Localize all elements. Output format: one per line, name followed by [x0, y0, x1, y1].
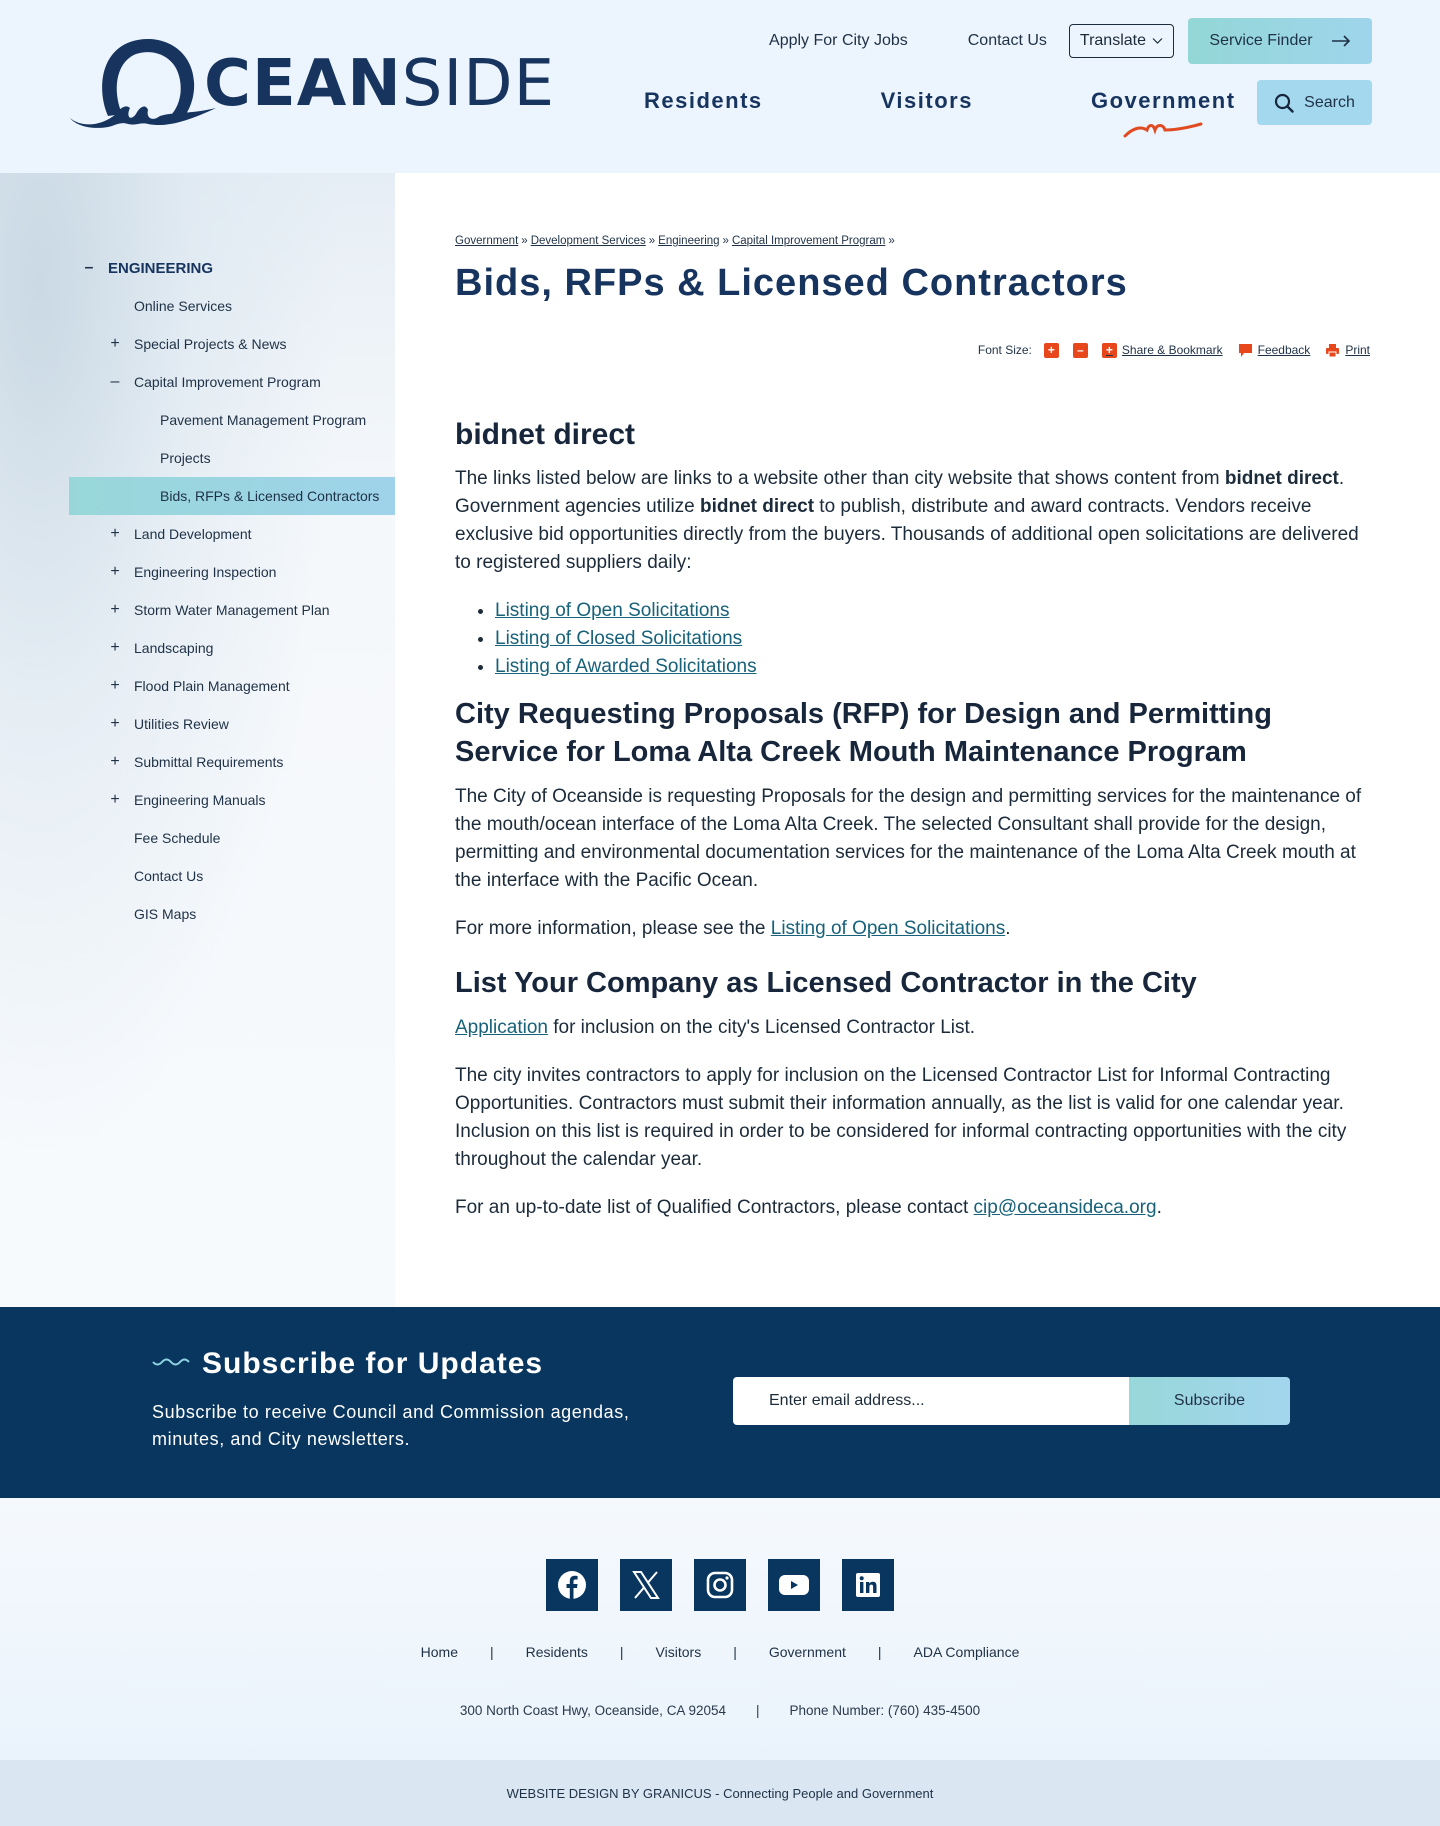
sidebar-item-landscaping[interactable]: + Landscaping — [69, 629, 395, 667]
footer-address: 300 North Coast Hwy, Oceanside, CA 92054 — [459, 1703, 726, 1718]
sidebar-item-utilities-review[interactable]: + Utilities Review — [69, 705, 395, 743]
footer-nav — [0, 1644, 1440, 1660]
sidebar-item-flood-plain[interactable]: + Flood Plain Management — [69, 667, 395, 705]
expand-icon[interactable]: + — [110, 791, 120, 808]
breadcrumb: Government » Development Services » Engineering » Capital Improvement Program » — [455, 235, 895, 247]
bidnet-heading: bidnet direct — [455, 417, 636, 451]
bidnet-intro: The links listed below are links to a website other than city website that shows content from bidnet direct. Government agencies utilize bidnet direct to publish, distribute and award contracts. Vendors receive exclusive bid opportunities directly from the buyers. Thousands of additional open solicitations are delivered to registered suppliers daily: — [455, 468, 1359, 574]
search-icon — [1274, 93, 1294, 113]
footer-link-visitors[interactable]: Visitors — [655, 1644, 702, 1660]
share-plus-icon: + — [1102, 343, 1117, 358]
expand-icon[interactable]: + — [110, 677, 120, 694]
search-button[interactable] — [1257, 80, 1372, 125]
list-item — [495, 625, 1370, 653]
divider: | — [619, 1644, 624, 1660]
social-links — [0, 1559, 1440, 1611]
instagram-icon — [706, 1571, 734, 1599]
footer-link-ada-compliance[interactable]: ADA Compliance — [913, 1644, 1020, 1660]
share-bookmark-link[interactable]: + Share & Bookmark — [1102, 343, 1223, 358]
sidebar-item-engineering-manuals[interactable]: + Engineering Manuals — [69, 781, 395, 819]
site-header — [0, 0, 1440, 173]
rfp-open-solicitations-link[interactable]: Listing of Open Solicitations — [770, 918, 1006, 940]
footer-link-home[interactable]: Home — [420, 1644, 458, 1660]
subscribe-form — [733, 1377, 1290, 1425]
expand-icon[interactable]: + — [110, 601, 120, 618]
credits-text[interactable]: WEBSITE DESIGN BY GRANICUS - Connecting People and Government — [506, 1785, 934, 1801]
sidebar-item-online-services[interactable]: Online Services — [134, 298, 233, 314]
rfp-heading: City Requesting Proposals (RFP) for Design and Permitting Service for Loma Alta Creek Mouth Maintenance Program — [455, 698, 1272, 769]
closed-solicitations-link[interactable]: Listing of Closed Solicitations — [495, 628, 743, 650]
wave-icon — [152, 1358, 190, 1370]
sidebar-item-contact-us[interactable]: Contact Us — [134, 868, 204, 884]
sidebar-item-gis-maps[interactable]: GIS Maps — [134, 906, 197, 922]
sidebar-item-land-development[interactable]: + Land Development — [69, 515, 395, 553]
feedback-link[interactable]: Feedback — [1238, 343, 1311, 358]
youtube-link[interactable] — [768, 1559, 820, 1611]
service-finder-button[interactable] — [1188, 18, 1372, 64]
email-field[interactable] — [733, 1377, 1129, 1425]
x-twitter-link[interactable] — [620, 1559, 672, 1611]
oceanside-wave-logo-icon — [68, 34, 218, 130]
font-decrease-icon[interactable]: – — [1073, 343, 1088, 358]
sidebar-item-capital-improvement[interactable]: – Capital Improvement Program — [69, 363, 395, 401]
breadcrumb-development-services[interactable]: Development Services — [530, 235, 646, 247]
contractor-section — [455, 965, 1370, 1221]
divider: | — [490, 1644, 494, 1660]
font-increase-icon[interactable]: + — [1044, 343, 1059, 358]
expand-icon[interactable]: + — [110, 563, 120, 580]
sidebar-item-pavement-management[interactable]: Pavement Management Program — [160, 412, 367, 428]
open-solicitations-link[interactable]: Listing of Open Solicitations — [495, 600, 730, 622]
expand-icon[interactable]: + — [110, 715, 120, 732]
rfp-more-info: For more information, please see the Listing of Open Solicitations. — [455, 918, 1011, 940]
sidebar-nav — [69, 249, 395, 933]
footer-link-residents[interactable]: Residents — [525, 1644, 588, 1660]
breadcrumb-engineering[interactable]: Engineering — [658, 235, 720, 247]
logo-wordmark: CEANSIDE — [204, 47, 555, 121]
youtube-icon — [778, 1573, 810, 1597]
main-content — [395, 173, 1440, 1307]
divider: | — [877, 1644, 882, 1660]
cip-email-link[interactable]: cip@oceansideca.org — [973, 1196, 1157, 1218]
footer-phone[interactable]: Phone Number: (760) 435-4500 — [789, 1703, 981, 1718]
divider: | — [756, 1703, 760, 1718]
x-twitter-icon — [631, 1570, 661, 1600]
expand-icon[interactable]: + — [110, 753, 120, 770]
site-footer — [0, 1498, 1440, 1760]
translate-dropdown[interactable] — [1069, 24, 1174, 58]
site-logo[interactable] — [68, 34, 555, 130]
expand-icon[interactable]: + — [110, 335, 120, 352]
collapse-icon[interactable]: – — [84, 259, 94, 276]
expand-icon[interactable]: + — [110, 525, 120, 542]
contractor-contact: For an up-to-date list of Qualified Contractors, please contact cip@oceansideca.org. — [455, 1196, 1162, 1218]
bidnet-section — [455, 416, 1370, 682]
footer-contact — [0, 1703, 1440, 1718]
linkedin-link[interactable] — [842, 1559, 894, 1611]
printer-icon — [1325, 343, 1340, 358]
subscribe-description: Subscribe to receive Council and Commission agendas, minutes, and City newsletters. — [152, 1402, 630, 1449]
solicitation-links — [495, 597, 1370, 681]
search-label: Search — [1304, 93, 1355, 111]
expand-icon[interactable]: + — [110, 639, 120, 656]
speech-bubble-icon — [1238, 343, 1253, 358]
sidebar-item-engineering[interactable]: – ENGINEERING — [69, 249, 395, 287]
facebook-link[interactable] — [546, 1559, 598, 1611]
credits-bar — [0, 1760, 1440, 1826]
nav-government-label: Government — [1090, 88, 1236, 113]
contact-us-link[interactable]: Contact Us — [967, 32, 1047, 49]
subscribe-heading: Subscribe for Updates — [152, 1347, 543, 1381]
sidebar — [0, 173, 395, 1307]
nav-government[interactable] — [1091, 88, 1236, 114]
sidebar-item-engineering-inspection[interactable]: + Engineering Inspection — [69, 553, 395, 591]
footer-link-government[interactable]: Government — [768, 1644, 846, 1660]
list-item — [495, 653, 1370, 681]
collapse-icon[interactable]: – — [110, 373, 120, 390]
arrow-right-icon — [1331, 35, 1351, 47]
facebook-icon — [557, 1570, 587, 1600]
contractor-description: The city invites contractors to apply for inclusion on the Licensed Contractor List for Informal Contracting Opportunities. Contractors must submit their information annually, as the list is valid for one calendar year. Inclusion on this list is required in order to be considered for informal contracting opportunities with the city throughout the calendar year. — [455, 1064, 1347, 1170]
sidebar-item-special-projects[interactable]: + Special Projects & News — [69, 325, 395, 363]
translate-label: Translate — [1079, 32, 1146, 49]
rfp-description: The City of Oceanside is requesting Proposals for the design and permitting services for the maintenance of the mouth/ocean interface of the Loma Alta Creek. The selected Consultant shall provide for the design, permitting and environmental documentation services for the maintenance of the Loma Alta Creek mouth at the interface with the Pacific Ocean. — [455, 786, 1362, 892]
apply-for-jobs-link[interactable]: Apply For City Jobs — [769, 32, 908, 49]
nav-visitors[interactable]: Visitors — [880, 88, 973, 113]
application-paragraph: Application for inclusion on the city's Licensed Contractor List. — [455, 1016, 976, 1038]
breadcrumb-capital-improvement[interactable]: Capital Improvement Program — [731, 235, 886, 247]
awarded-solicitations-link[interactable]: Listing of Awarded Solicitations — [495, 656, 757, 678]
subscribe-button[interactable]: Subscribe — [1129, 1377, 1290, 1425]
main-nav — [644, 88, 1236, 114]
chevron-down-icon — [1152, 37, 1163, 45]
active-squiggle-icon — [1123, 120, 1203, 138]
list-item — [495, 597, 1370, 625]
contractor-heading: List Your Company as Licensed Contractor in the City — [455, 967, 1197, 1000]
page-body — [0, 173, 1440, 1307]
sidebar-item-storm-water[interactable]: + Storm Water Management Plan — [69, 591, 395, 629]
rfp-section — [455, 695, 1370, 943]
utility-nav — [769, 18, 1372, 64]
nav-residents[interactable]: Residents — [644, 88, 763, 113]
subscribe-banner — [0, 1307, 1440, 1498]
sidebar-item-bids-rfps[interactable]: Bids, RFPs & Licensed Contractors — [69, 477, 395, 515]
page-tools — [455, 343, 1370, 358]
application-link[interactable]: Application — [455, 1016, 548, 1038]
sidebar-item-fee-schedule[interactable]: Fee Schedule — [134, 830, 221, 846]
instagram-link[interactable] — [694, 1559, 746, 1611]
page-title: Bids, RFPs & Licensed Contractors — [455, 262, 1128, 304]
print-link[interactable]: Print — [1325, 343, 1370, 358]
sidebar-item-projects[interactable]: Projects — [160, 450, 211, 466]
sidebar-item-submittal-requirements[interactable]: + Submittal Requirements — [69, 743, 395, 781]
font-size-label: Font Size: — [977, 343, 1032, 358]
divider: | — [733, 1644, 737, 1660]
linkedin-icon — [855, 1572, 881, 1598]
breadcrumb-government[interactable]: Government — [455, 235, 519, 247]
service-finder-label: Service Finder — [1209, 32, 1313, 49]
